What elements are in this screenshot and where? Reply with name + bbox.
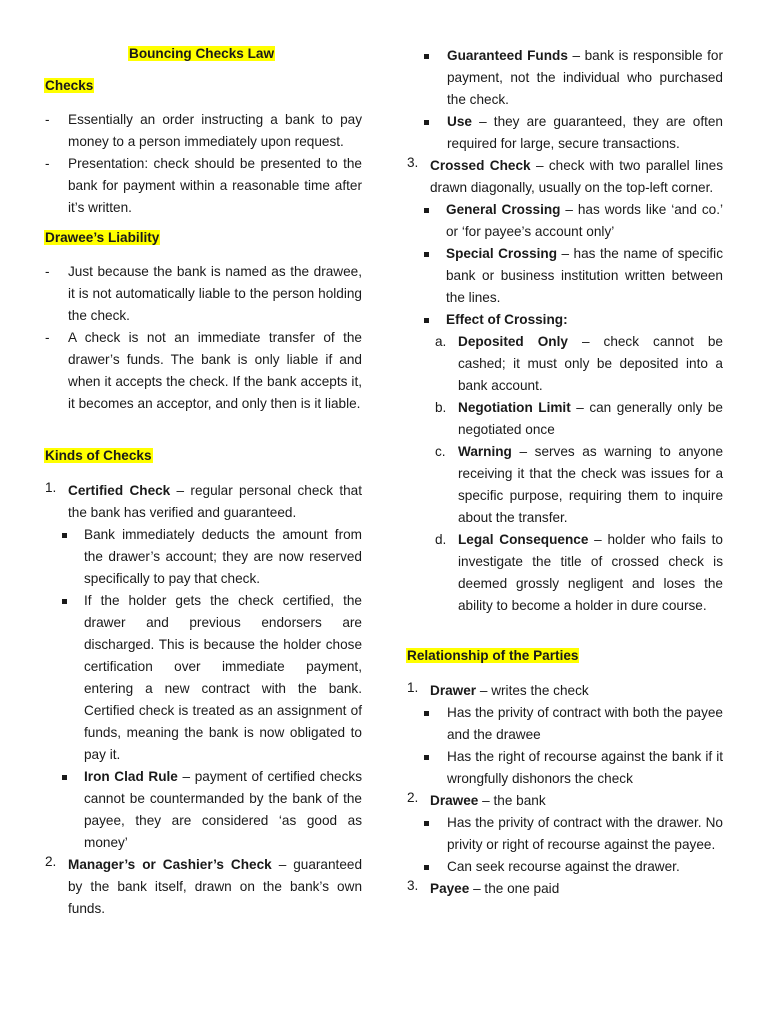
list-item: 1. Certified Check – regular personal check that the bank has verified and guaranteed.	[45, 480, 362, 520]
drawer-bullets	[406, 702, 723, 790]
certified-bullets	[44, 524, 362, 854]
effects-list	[406, 331, 723, 617]
list-item: Has the right of recourse against the bank if it wrongfully dishonors the check	[406, 746, 723, 790]
checks-heading: Checks	[45, 78, 94, 93]
kinds-list	[44, 480, 362, 920]
list-item: c. Warning – serves as warning to anyone receiving it that the check was issues for a specific purpose, requiring them to inquire about the transfer.	[435, 444, 723, 525]
list-item: 2. Manager’s or Cashier’s Check – guaranteed by the bank itself, drawn on the bank’s own funds.	[45, 854, 363, 916]
list-item: Use – they are guaranteed, they are often required for large, secure transactions.	[406, 111, 723, 155]
list-item: If the holder gets the check certified, the drawer and previous endorsers are discharged. This is because the holder chose certification over immediate payment, entering a new contract with the bank. Certified check is treated as an assignment of funds, meaning the bank is now obligated to pay it.	[44, 590, 362, 766]
list-item: - A check is not an immediate transfer of the drawer’s funds. The bank is only liable if and when it accepts the check. If the bank accepts it, it becomes an acceptor, and only then is it liable.	[44, 327, 362, 415]
list-item: a. Deposited Only – check cannot be cashed; it must only be deposited into a bank account.	[435, 334, 723, 393]
list-item: 3. Crossed Check – check with two parallel lines drawn diagonally, usually on the top-left corner.	[407, 155, 723, 195]
list-item: 1. Drawer – writes the check	[407, 680, 589, 698]
drawee-liability-heading: Drawee’s Liability	[45, 230, 160, 245]
list-item: Bank immediately deducts the amount from the drawer’s account; they are now reserved specifically to pay that check.	[44, 524, 362, 590]
list-item: Iron Clad Rule – payment of certified checks cannot be countermanded by the bank of the payee, they are considered ‘as good as money’	[44, 766, 362, 854]
list-item: Special Crossing – has the name of specific bank or business institution written between the lines.	[406, 243, 723, 309]
list-item: - Presentation: check should be presented to the bank for payment within a reasonable time after it’s written.	[44, 153, 362, 219]
kinds-heading: Kinds of Checks	[45, 448, 152, 463]
list-item: Has the privity of contract with the drawer. No privity or right of recourse against the payee.	[406, 812, 723, 856]
list-item: d. Legal Consequence – holder who fails to investigate the title of crossed check is deemed grossly negligent and loses the ability to become a holder in dure course.	[435, 532, 723, 613]
crossed-check	[406, 155, 723, 617]
relationship-heading: Relationship of the Parties	[407, 648, 579, 663]
managers-check-bullets	[406, 45, 723, 155]
list-item: b. Negotiation Limit – can generally only be negotiated once	[435, 400, 723, 437]
drawee-bullets	[406, 812, 723, 878]
relationship-list	[406, 680, 723, 900]
crossing-bullets	[406, 199, 723, 331]
list-item: 3. Payee – the one paid	[407, 878, 560, 896]
checks-list	[44, 109, 362, 219]
list-item: 2. Drawee – the bank	[407, 790, 546, 808]
list-item: Has the privity of contract with both the payee and the drawee	[406, 702, 723, 746]
list-item: Guaranteed Funds – bank is responsible for payment, not the individual who purchased the check.	[406, 45, 723, 111]
list-item: Effect of Crossing:	[406, 309, 723, 331]
drawee-liability-list	[44, 261, 362, 415]
list-item: General Crossing – has words like ‘and co.’ or ‘for payee’s account only’	[406, 199, 723, 243]
page-title: Bouncing Checks Law	[129, 46, 275, 61]
list-item: - Essentially an order instructing a bank to pay money to a person immediately upon request.	[44, 109, 362, 153]
list-item: Can seek recourse against the drawer.	[406, 856, 723, 878]
list-item: - Just because the bank is named as the drawee, it is not automatically liable to the person holding the check.	[44, 261, 362, 327]
